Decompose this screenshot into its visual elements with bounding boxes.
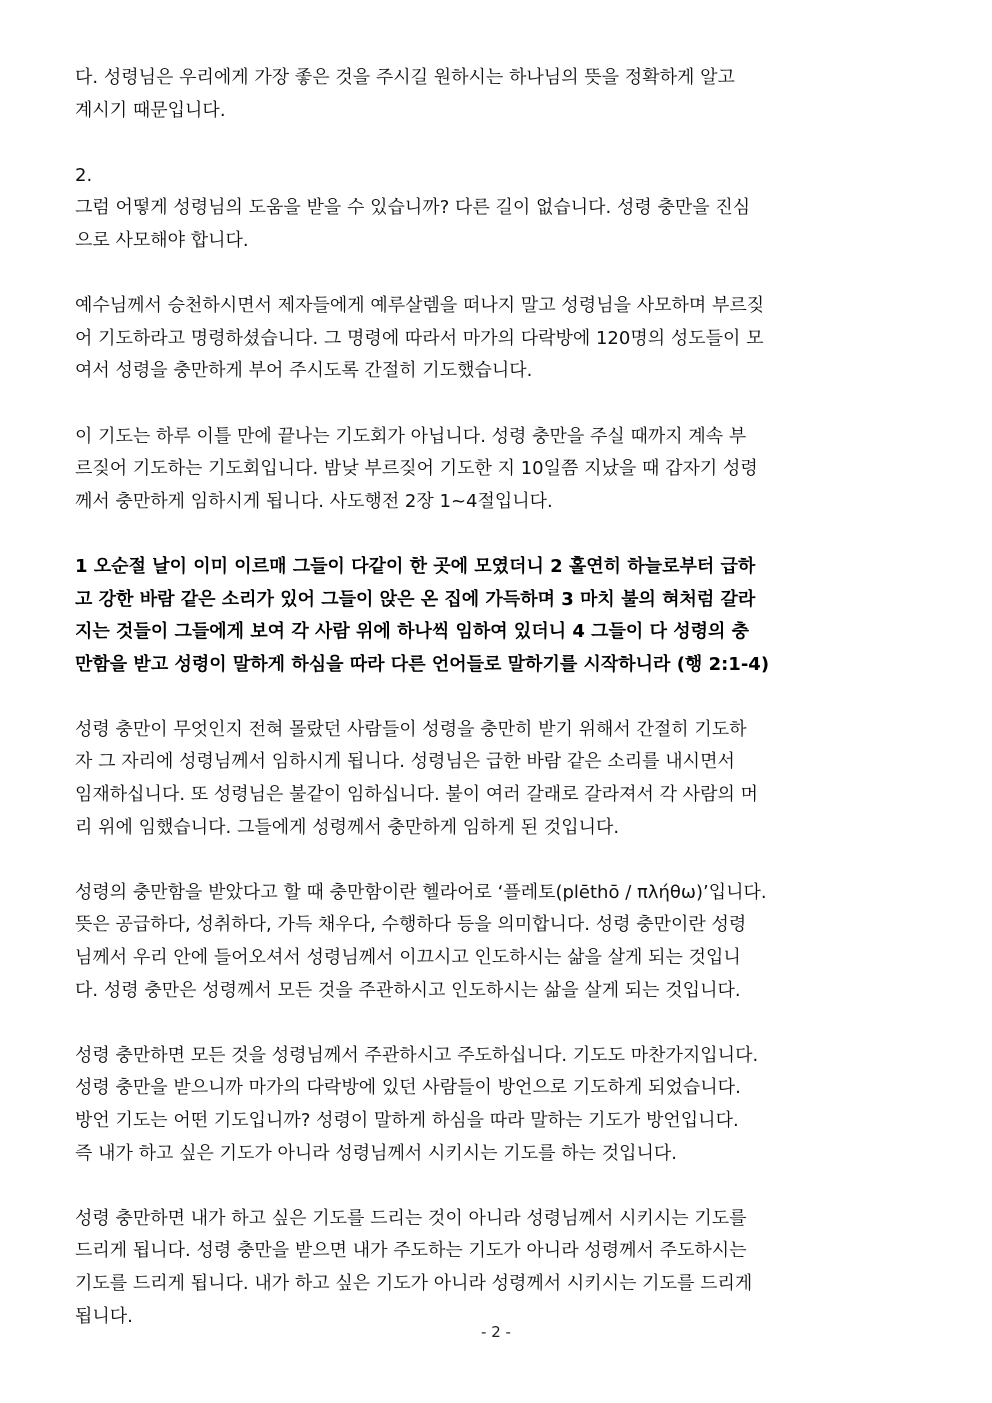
paragraph-spirit-led-prayer	[75, 1203, 920, 1333]
section-number	[75, 160, 920, 193]
paragraph-spirit-came	[75, 714, 920, 844]
paragraph-prayer-meeting	[75, 421, 920, 519]
paragraph-tongues	[75, 1040, 920, 1170]
paragraph-question	[75, 192, 920, 257]
text-line: 임재하십니다. 또 성령님은 불같이 임하십니다. 불이 여러 갈래로 갈라져서 각 사람의 머	[75, 784, 758, 806]
text-line: 자 그 자리에 성령님께서 임하시게 됩니다. 성령님은 급한 바람 같은 소리를 내시면서	[75, 751, 735, 773]
text-line: 다. 성령 충만은 성령께서 모든 것을 주관하시고 인도하시는 삶을 살게 되는 것입니다.	[75, 979, 741, 1001]
document-page	[75, 62, 920, 1333]
text-line: 즉 내가 하고 싶은 기도가 아니라 성령님께서 시키시는 기도를 하는 것입니다.	[75, 1142, 677, 1164]
text-line: 께서 충만하게 임하시게 됩니다. 사도행전 2장 1~4절입니다.	[75, 490, 553, 512]
text-line: 어 기도하라고 명령하셨습니다. 그 명령에 따라서 마가의 다락방에 120명의 성도들이 모	[75, 327, 764, 349]
text-line: 방언 기도는 어떤 기도입니까? 성령이 말하게 하심을 따라 말하는 기도가 방언입니다.	[75, 1110, 739, 1131]
text-line: 기도를 드리게 됩니다. 내가 하고 싶은 기도가 아니라 성령께서 시키시는 기도를 드리게	[75, 1272, 753, 1294]
text-line: 성령 충만하면 내가 하고 싶은 기도를 드리는 것이 아니라 성령님께서 시키시는 기도를	[75, 1207, 747, 1229]
scripture-line: 1 오순절 날이 이미 이르매 그들이 다같이 한 곳에 모였더니 2 홀연히 하늘로부터 급하	[75, 555, 756, 577]
paragraph-intro	[75, 62, 920, 127]
text-line: 성령 충만이 무엇인지 전혀 몰랐던 사람들이 성령을 충만히 받기 위해서 간절히 기도하	[75, 718, 747, 740]
scripture-line: 지는 것들이 그들에게 보여 각 사람 위에 하나씩 임하여 있더니 4 그들이 다 성령의 충	[75, 621, 750, 643]
text-line: 르짖어 기도하는 기도회입니다. 밤낮 부르짖어 기도한 지 10일쯤 지났을 때 갑자기 성령	[75, 458, 758, 480]
text-line: 이 기도는 하루 이틀 만에 끝나는 기도회가 아닙니다. 성령 충만을 주실 때까지 계속 부	[75, 425, 747, 447]
page-number: - 2 -	[481, 1323, 511, 1341]
text-line: 성령 충만하면 모든 것을 성령님께서 주관하시고 주도하십니다. 기도도 마찬가지입니다.	[75, 1044, 759, 1066]
text-line: 으로 사모해야 합니다.	[75, 229, 249, 251]
scripture-line: 만함을 받고 성령이 말하게 하심을 따라 다른 언어들로 말하기를 시작하니라 (행 2:1-4)	[75, 653, 770, 675]
text-line: 여서 성령을 충만하게 부어 주시도록 간절히 기도했습니다.	[75, 360, 533, 382]
scripture-quote	[75, 551, 920, 681]
section-number-text: 2.	[75, 164, 93, 186]
text-line: 다. 성령님은 우리에게 가장 좋은 것을 주시길 원하시는 하나님의 뜻을 정확하게 알고	[75, 67, 735, 88]
paragraph-pletho	[75, 877, 920, 1007]
text-line: 계시기 때문입니다.	[75, 99, 226, 121]
text-line: 성령의 충만함을 받았다고 할 때 충만함이란 헬라어로 ‘플레토(plēthō / πλήθω)’입니다.	[75, 881, 767, 903]
text-line: 님께서 우리 안에 들어오셔서 성령님께서 이끄시고 인도하시는 삶을 살게 되는 것입니	[75, 947, 741, 969]
paragraph-ascension	[75, 290, 920, 388]
text-line: 리 위에 임했습니다. 그들에게 성령께서 충만하게 임하게 된 것입니다.	[75, 816, 620, 838]
text-line: 예수님께서 승천하시면서 제자들에게 예루살렘을 떠나지 말고 성령님을 사모하며 부르짖	[75, 295, 765, 317]
text-line: 그럼 어떻게 성령님의 도움을 받을 수 있습니까? 다른 길이 없습니다. 성령 충만을 진심	[75, 197, 751, 219]
text-line: 드리게 됩니다. 성령 충만을 받으면 내가 주도하는 기도가 아니라 성령께서 주도하시는	[75, 1240, 747, 1262]
text-line: 뜻은 공급하다, 성취하다, 가득 채우다, 수행하다 등을 의미합니다. 성령 충만이란 성령	[75, 914, 747, 936]
text-line: 성령 충만을 받으니까 마가의 다락방에 있던 사람들이 방언으로 기도하게 되었습니다.	[75, 1077, 741, 1099]
scripture-line: 고 강한 바람 같은 소리가 있어 그들이 앉은 온 집에 가득하며 3 마치 불의 혀처럼 갈라	[75, 588, 756, 610]
text-line: 됩니다.	[75, 1305, 133, 1327]
